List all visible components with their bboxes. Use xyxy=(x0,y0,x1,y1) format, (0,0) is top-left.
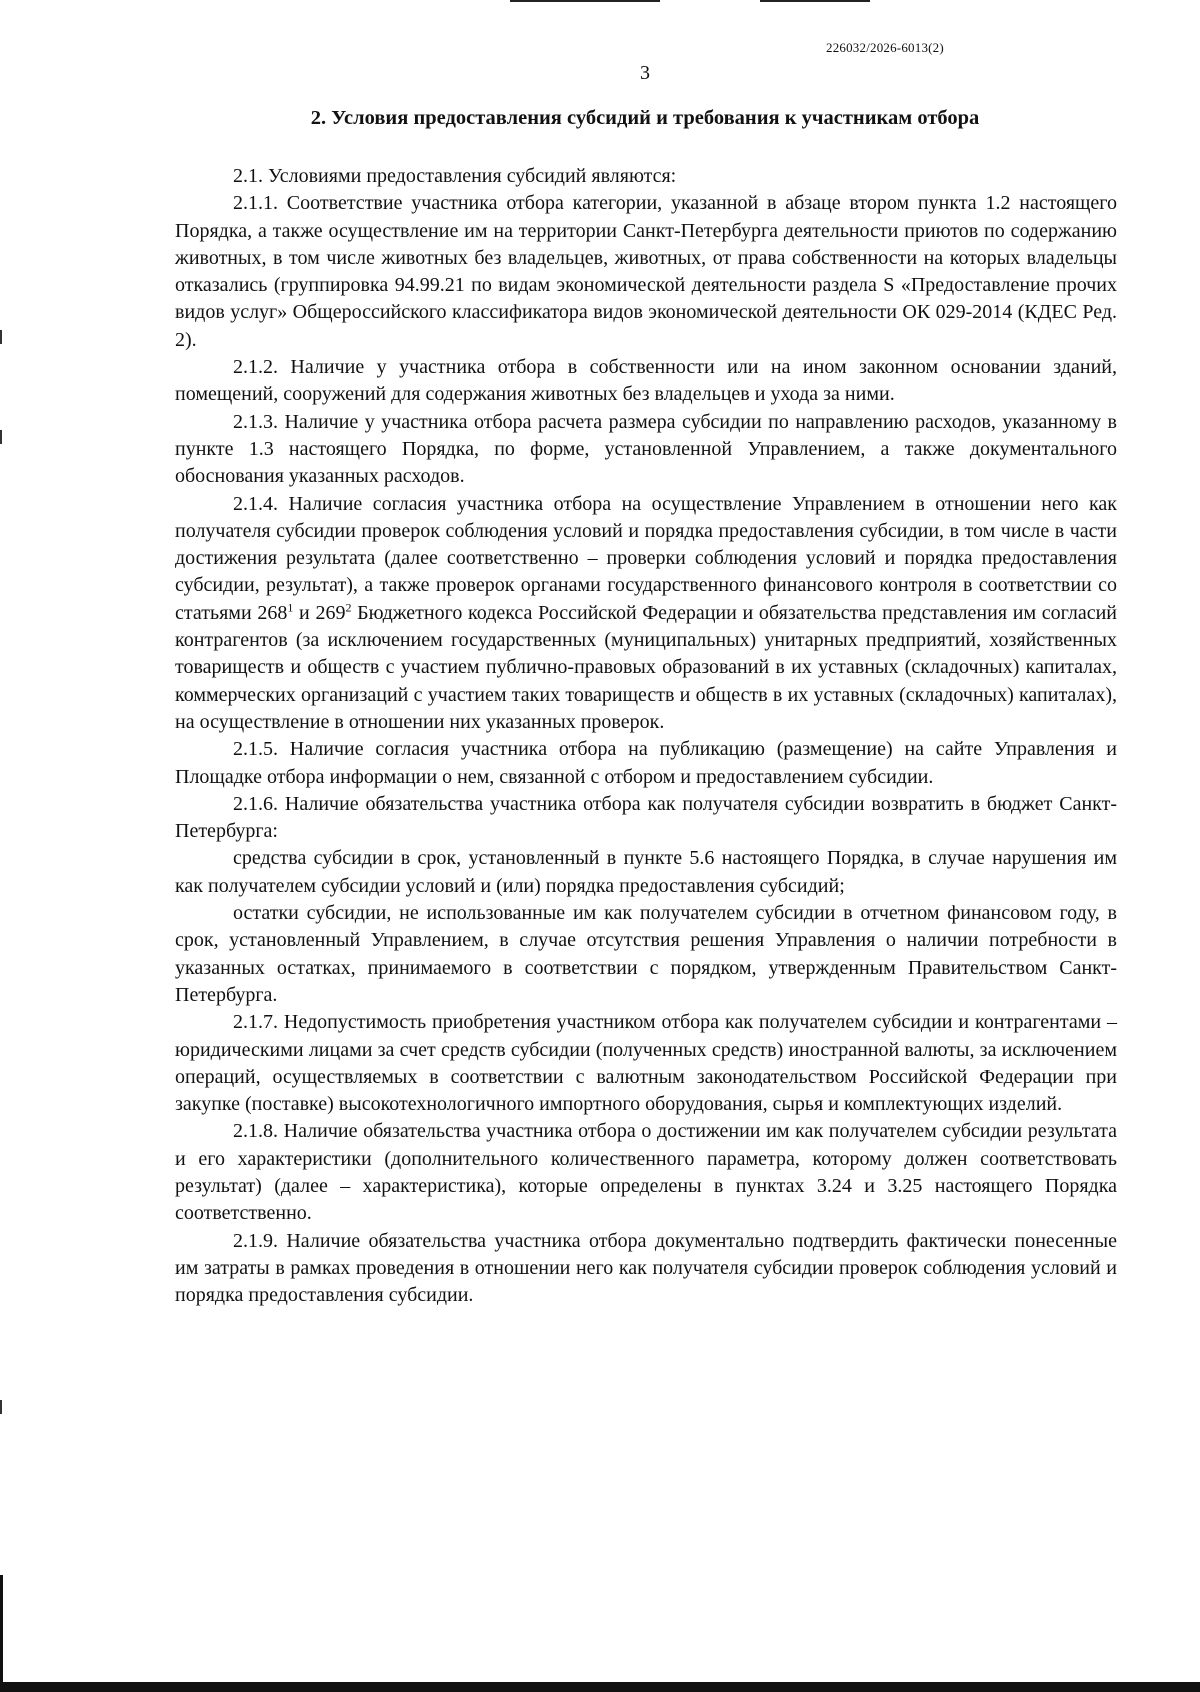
superscript-2: 2 xyxy=(345,600,352,615)
superscript-1: 1 xyxy=(287,600,294,615)
paragraph-2-1-4-part-c: Бюджетного кодекса Российской Федерации и обязательства представления им согласий контрагентов (за исключением государственных (муниципальных) унитарных предприятий, хозяйственных товариществ и обществ с участием публично-правовых образований в их уставных (складочных) капиталах, коммерческих организаций с участием таких товариществ и обществ в их уставных (складочных) капиталах), на осуществление в отношении них указанных проверок. xyxy=(175,601,1118,733)
scan-artifact-edge xyxy=(0,1400,2,1414)
paragraph-2-1-4-part-a: 2.1.4. Наличие согласия участника отбора на осуществление Управлением в отношении него как получателя субсидии проверок соблюдения условий и порядка предоставления субсидии, в том числе в части достижения результата (далее соответственно – проверки соблюдения условий и порядка предоставления субсидии, результат), а также проверок органами государственного финансового контроля в соответствии со статьями 268 xyxy=(175,492,1117,624)
document-registration-number: 226032/2026-6013(2) xyxy=(826,40,944,55)
paragraph-2-1-2: 2.1.2. Наличие у участника отбора в собственности или на ином законном основании зданий, помещений, сооружений для содержания животных без владельцев и ухода за ними. xyxy=(175,356,1117,406)
page-number: 3 xyxy=(640,62,650,84)
scan-artifact-left xyxy=(0,1575,3,1692)
scan-artifact-top xyxy=(760,0,870,2)
paragraph-2-1-7: 2.1.7. Недопустимость приобретения участником отбора как получателем субсидии и контрагентами – юридическими лицами за счет средств субсидии (полученных средств) иностранной валюты, за исключением операций, осуществляемых в соответствии с валютным законодательством Российской Федерации при закупке (поставке) высокотехнологичного импортного оборудования, сырья и комплектующих изделий. xyxy=(175,1011,1117,1116)
scan-artifact-edge xyxy=(0,330,2,344)
section-title: 2. Условия предоставления субсидий и требования к участникам отбора xyxy=(310,107,980,129)
paragraph-2-1-4-part-b: и 269 xyxy=(293,601,346,624)
paragraph-2-1-1: 2.1.1. Соответствие участника отбора категории, указанной в абзаце втором пункта 1.2 настоящего Порядка, а также осуществление им на территории Санкт-Петербурга деятельности приютов по содержанию животных, в том числе животных без владельцев, животных, от права собственности на которых владельцы отказались (группировка 94.99.21 по видам экономической деятельности раздела S «Предоставление прочих видов услуг» Общероссийского классификатора видов экономической деятельности ОК 029-2014 (КДЕС Ред. 2). xyxy=(175,192,1117,351)
scan-artifact-top xyxy=(510,0,660,2)
paragraph-2-1-6: 2.1.6. Наличие обязательства участника отбора как получателя субсидии возвратить в бюджет Санкт-Петербурга: xyxy=(175,792,1117,843)
paragraph-2-1-4 xyxy=(175,491,1117,737)
paragraph-2-1-5: 2.1.5. Наличие согласия участника отбора на публикацию (размещение) на сайте Управления и Площадке отбора информации о нем, связанной с отбором и предоставлением субсидии. xyxy=(175,738,1117,788)
paragraph-2-1-9: 2.1.9. Наличие обязательства участника отбора документально подтвердить фактически понесенные им затраты в рамках проведения в отношении него как получателя субсидии проверок соблюдения условий и порядка предоставления субсидии. xyxy=(175,1229,1117,1307)
paragraph-2-1: 2.1. Условиями предоставления субсидий являются: xyxy=(233,165,677,187)
scan-artifact-bottom xyxy=(0,1682,1200,1692)
document-body xyxy=(175,163,1117,1309)
paragraph-2-1-3: 2.1.3. Наличие у участника отбора расчета размера субсидии по направлению расходов, указанному в пункте 1.3 настоящего Порядка, по форме, установленной Управлением, а также документального обоснования указанных расходов. xyxy=(175,410,1117,488)
paragraph-2-1-6-item-a: средства субсидии в срок, установленный в пункте 5.6 настоящего Порядка, в случае нарушения им как получателем субсидии условий и (или) порядка предоставления субсидий; xyxy=(175,847,1117,897)
paragraph-2-1-6-item-b: остатки субсидии, не использованные им как получателем субсидии в отчетном финансовом году, в срок, установленный Управлением, в случае отсутствия решения Управления о наличии потребности в указанных остатках, принимаемого в соответствии с порядком, утвержденным Правительством Санкт-Петербурга. xyxy=(175,902,1117,1006)
paragraph-2-1-8: 2.1.8. Наличие обязательства участника отбора о достижении им как получателем субсидии результата и его характеристики (дополнительного количественного параметра, которому должен соответствовать результат) (далее – характеристика), которые определены в пунктах 3.24 и 3.25 настоящего Порядка соответственно. xyxy=(175,1120,1117,1225)
scan-artifact-edge xyxy=(0,430,2,444)
